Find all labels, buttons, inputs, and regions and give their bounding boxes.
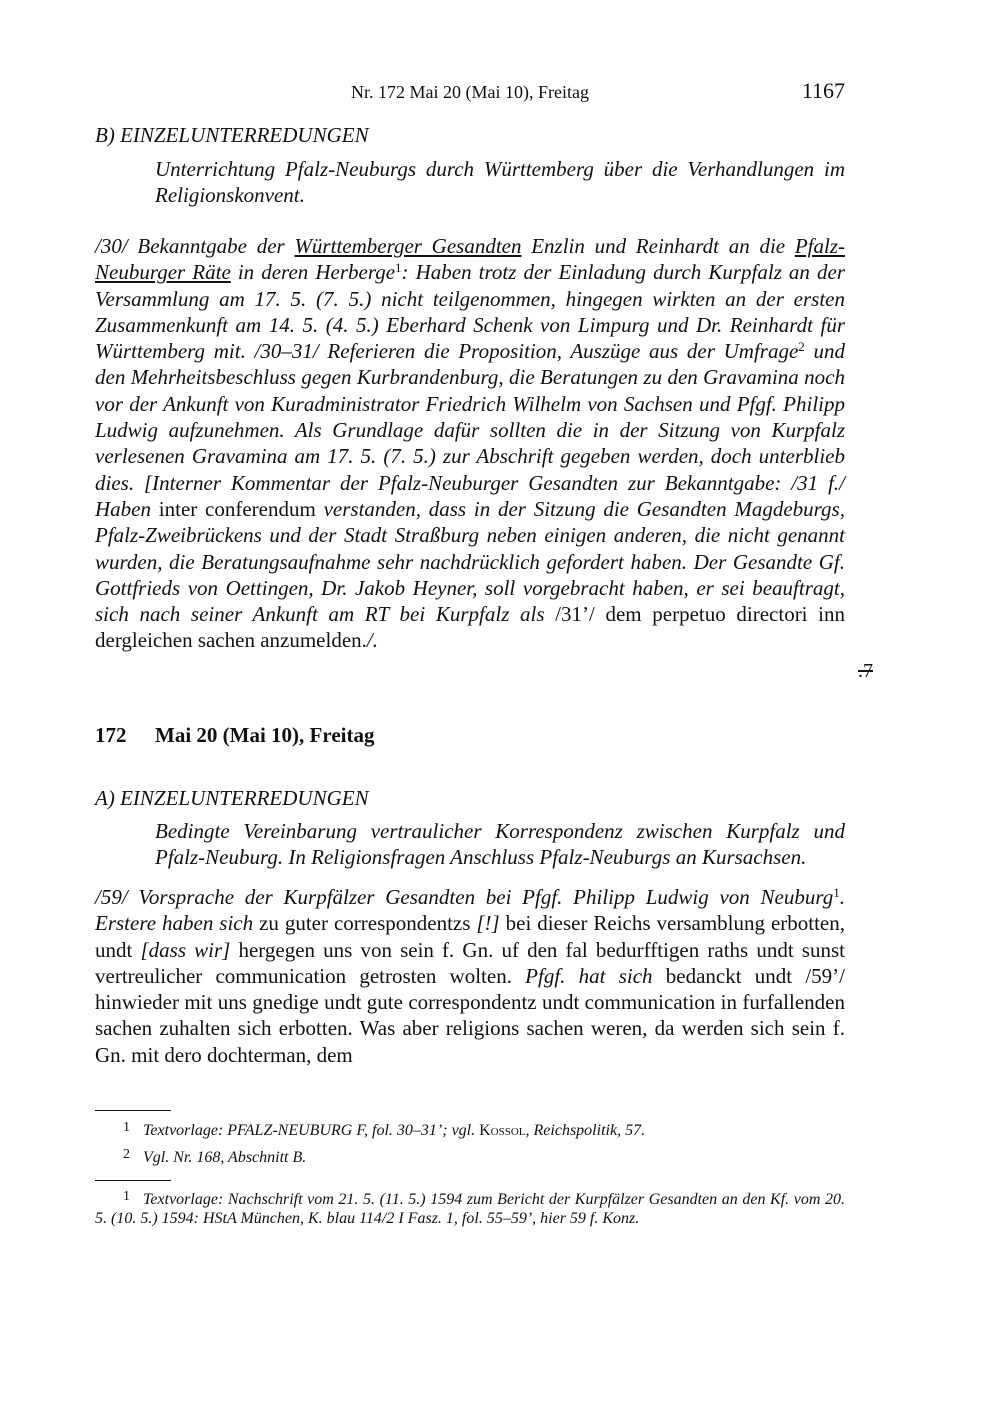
section-heading-b: B) EINZELUNTERREDUNGEN <box>95 123 369 147</box>
footnote-mark: 1 <box>123 1189 130 1204</box>
section-abstract-b: Unterrichtung Pfalz-Neuburgs durch Württemberg über die Verhandlungen im Religionskonvent. <box>155 157 845 207</box>
running-head: Nr. 172 Mai 20 (Mai 10), Freitag <box>351 82 589 102</box>
text-span: bei dieser Reichs versamblung erbotten, undt <box>95 911 845 962</box>
underlined-term: Württemberger Gesandten <box>294 234 522 258</box>
footnote-text: Vgl. Nr. 168, Abschnitt B. <box>143 1149 307 1166</box>
underlined-term: Pfalz-Neuburger Räte <box>95 234 845 285</box>
footnote-mark: 2 <box>123 1147 130 1162</box>
text-span: hergegen uns von sein f. Gn. uf den fal bedurfftigen raths undt sunst vertreulicher communication getrosten wolten. <box>95 937 845 988</box>
entry-heading <box>95 723 374 748</box>
footnote-ref: 2 <box>798 339 805 355</box>
text-span: : Haben trotz der Einladung durch Kurpfalz an der Versammlung am 17. 5. (7. 5.) nicht teilgenommen, hingegen wirkten an der ersten Zusammenkunft am 14. 5. (4. 5.) Eberhard Schenk von Limpurg und Dr. Reinhardt für Württemberg mit. /30–31/ Referieren die Proposition, Auszüge aus der Umfrage <box>95 260 845 364</box>
text-span: [!] <box>476 911 500 936</box>
footnote-text: Textvorlage: Nachschrift vom 21. 5. (11. 5.) 1594 zum Bericht der Kurpfälzer Gesandten an den Kf. vom 20. 5. (10. 5.) 1594: HStA München, K. blau 114/2 I Fasz. 1, fol. 55–59’, hier 59 f. Konz. <box>95 1191 845 1227</box>
footnote-text: , Reichspolitik, 57. <box>525 1122 646 1139</box>
page-header <box>95 80 845 110</box>
section-body-a <box>95 884 845 1068</box>
page-number: 1167 <box>801 78 845 103</box>
footnote-rule <box>95 1180 171 1181</box>
text-span: inter conferendum <box>151 496 324 521</box>
text-span: /. <box>366 628 378 653</box>
text-span: verstanden, dass in der Sitzung die Gesandten Magdeburgs, Pfalz-Zweibrückens und der Stadt Straßburg neben einigen anderen, die nicht genannt wurden, die Beratungsaufnahme sehr nachdrücklich gefordert haben. Der Gesandte Gf. Gottfrieds von Oettingen, Dr. Jakob Heyner, soll vorgebracht haben, er sei beauftragt, sich nach seiner Ankunft am RT bei Kurpfalz als <box>95 496 845 627</box>
footnote <box>95 1117 845 1141</box>
footnote-ref: 1 <box>395 260 402 276</box>
footnote-mark: 1 <box>123 1120 130 1135</box>
text-span: /30/ Bekanntgabe der <box>95 234 295 258</box>
footnote <box>95 1187 845 1228</box>
text-span: und den Mehrheitsbeschluss gegen Kurbrandenburg, die Beratungen zu den Gravamina noch vor der Ankunft von Kuradministrator Friedrich Wilhelm von Sachsen und Pfgf. Philipp Ludwig aufzunehmen. Als Grundlage dafür sollten die in der Sitzung von Kurpfalz verlesenen Gravamina am 17. 5. (7. 5.) zur Abschrift gegeben werden, doch unterblieb dies. [Interner Kommentar der Pfalz-Neuburger Gesandten zur Bekanntgabe: /31 f./ Haben <box>95 339 846 521</box>
footnote-ref: 1 <box>833 885 840 900</box>
text-span: Pfgf. hat sich <box>525 963 653 988</box>
entry-title: Mai 20 (Mai 10), Freitag <box>155 723 375 747</box>
section-heading-a: A) EINZELUNTERREDUNGEN <box>95 786 369 810</box>
text-span: . Erstere haben sich <box>95 885 845 936</box>
section-a <box>95 785 845 1068</box>
section-abstract-a: Bedingte Vereinbarung vertraulicher Korrespondenz zwischen Kurpfalz und Pfalz-Neuburg. In Religionsfragen Anschluss Pfalz-Neuburgs an Kursachsen. <box>155 819 845 869</box>
section-body-b <box>95 233 845 654</box>
text-span: [dass wir] <box>140 937 231 962</box>
entry-number: 172 <box>95 723 127 747</box>
footnote-rule <box>95 1110 171 1111</box>
text-span: zu guter correspondentzs <box>253 911 477 936</box>
margin-mark: .7 <box>858 660 873 682</box>
text-span: Enzlin und Reinhardt an die <box>521 234 795 258</box>
text-span: /59/ Vorsprache der Kurpfälzer Gesandten bei Pfgf. Philipp Ludwig von Neuburg <box>95 885 834 909</box>
text-span: bedanckt undt /59’/ hinwieder mit uns gnedige undt gute correspondentz undt communication in furfallenden sachen zuhalten sich erbotten. Was aber religions sachen weren, da werden sich sein f. Gn. mit dero dochterman, dem <box>95 963 845 1067</box>
text-span: /31’/ dem perpetuo directori inn dergleichen sachen anzumelden. <box>95 602 845 653</box>
section-b <box>95 122 845 654</box>
footnote <box>95 1144 845 1168</box>
footnotes-a <box>95 1187 845 1228</box>
author-name: Kossol <box>479 1122 526 1139</box>
footnote-text: Textvorlage: PFALZ-NEUBURG F, fol. 30–31’; vgl. <box>143 1122 480 1139</box>
footnotes-b <box>95 1117 845 1168</box>
text-span: in deren Herberge <box>230 260 396 285</box>
